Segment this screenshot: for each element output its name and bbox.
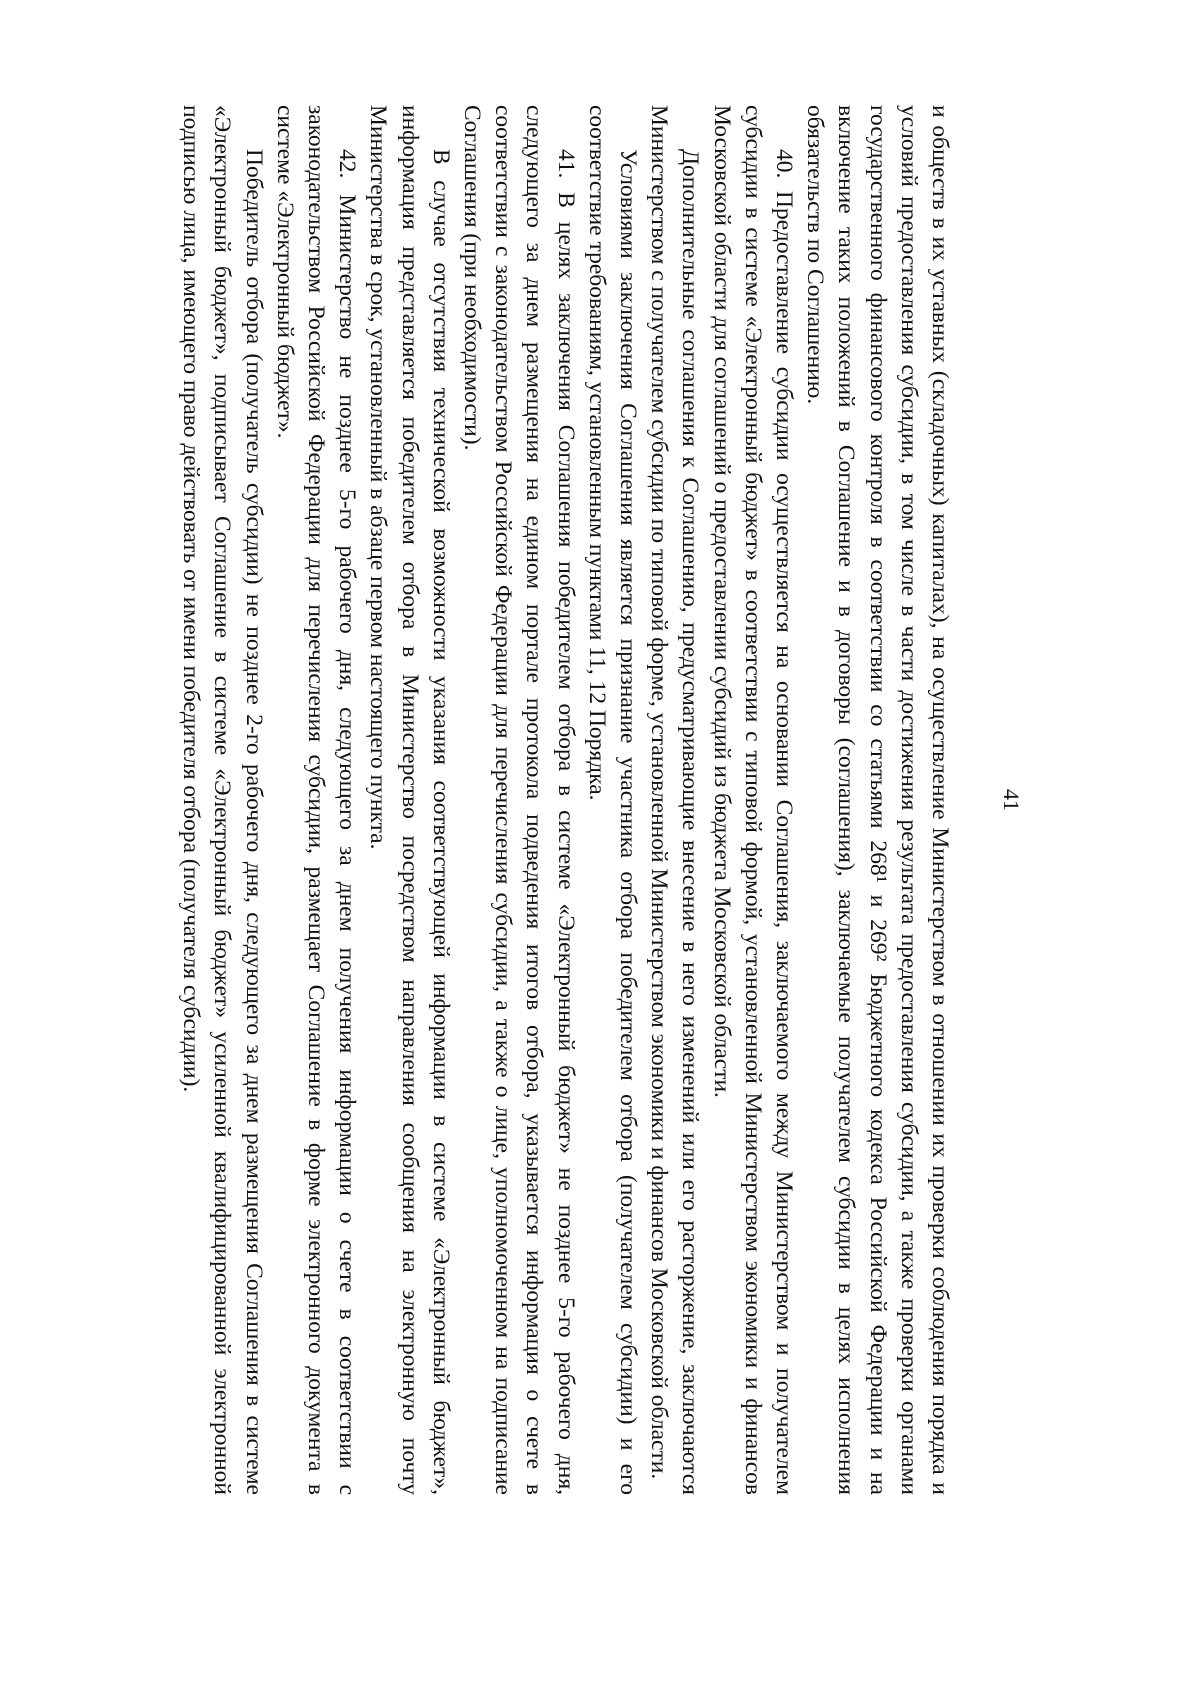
paragraph-42: 42. Министерство не позднее 5-го рабочего дня, следующего за днем получения информации о счете в соответствии с законодательством Российской Федерации для перечисления субсидии, размещает Соглашение в форме электронного документа в системе «Электронный бюджет». — [271, 105, 361, 1495]
document-body — [175, 105, 955, 1495]
paragraph-continuation: и обществ в их уставных (складочных) капиталах), на осуществление Министерством в отношении их проверки соблюдения порядка и условий предоставления субсидии, в том числе в части достижения результата предоставления субсидии, а также проверки органами государственного финансового контроля в соответствии со статьями 268¹ и 269² Бюджетного кодекса Российской Федерации и на включение таких положений в Соглашение и в договоры (соглашения), заключаемые получателем субсидии в целях исполнения обязательств по Соглашению. — [802, 105, 953, 1495]
paragraph-40: 40. Предоставление субсидии осуществляется на основании Соглашения, заключаемого между Министерством и получателем субсидии в системе «Электронный бюджет» в соответствии с типовой формой, установленной Министерством экономики и финансов Московской области для соглашений о предоставлении субсидий из бюджета Московской области. — [708, 105, 797, 1495]
page-number: 41 — [999, 789, 1024, 811]
rotated-text-frame — [165, 105, 1025, 1495]
paragraph-winner-signs: Победитель отбора (получатель субсидии) не позднее 2-го рабочего дня, следующего за днем размещения Соглашения в системе «Электронный бюджет», подписывает Соглашение в системе «Электронный бюджет» усиленной квалифицированной электронной подписью лица, имеющего право действовать от имени победителя отбора (получателя субсидии). — [178, 105, 267, 1495]
paragraph-additional-agreements: Дополнительные соглашения к Соглашению, предусматривающие внесение в него изменений или его расторжение, заключаются Министерством с получателем субсидии по типовой форме, установленной Министерством экономики и финансов Московской области. — [646, 105, 704, 1495]
paragraph-no-technical-possibility: В случае отсутствия технической возможности указания соответствующей информации в системе «Электронный бюджет», информация представляется победителем отбора в Министерство посредством направления сообщения на электронную почту Министерства в срок, установленный в абзаце первом настоящего пункта. — [365, 105, 454, 1495]
paragraph-41: 41. В целях заключения Соглашения победителем отбора в системе «Электронный бюджет» не позднее 5-го рабочего дня, следующего за днем размещения на едином портале протокола подведения итогов отбора, указывается информация о счете в соответствии с законодательством Российской Федерации для перечисления субсидии, а также о лице, уполномоченном на подписание Соглашения (при необходимости). — [458, 105, 579, 1495]
paragraph-conditions: Условиями заключения Соглашения является признание участника отбора победителем отбора (получателем субсидии) и его соответствие требованиям, установленным пунктами 11, 12 Порядка. — [583, 105, 641, 1495]
